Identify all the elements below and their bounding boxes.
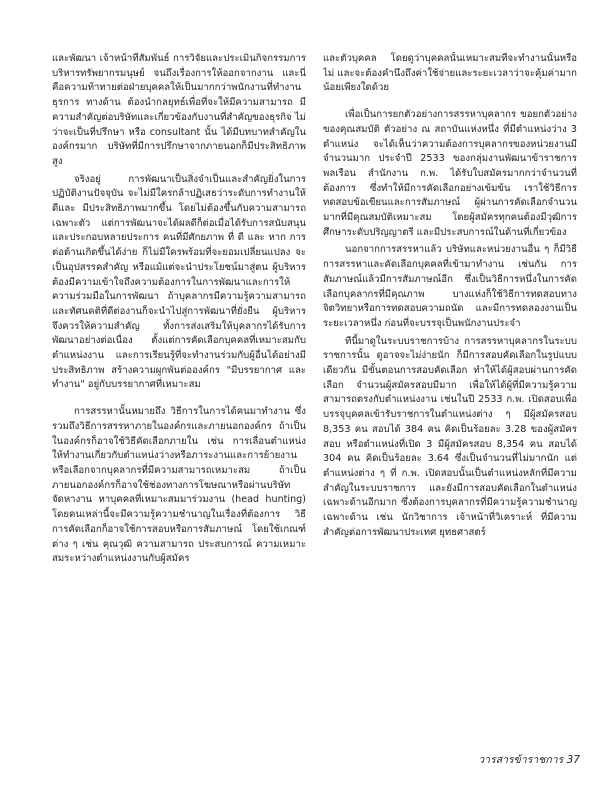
right-paragraph-4: ทีนี้มาดูในระบบราชการบ้าง การสรรหาบุคลากรในระบบราชการนั้น ดูอาจจะไม่ง่ายนัก ก็มีการสอบคัดเลือกในรูปแบบเดียวกัน มีขั้นตอนการสอบคัดเลือก ทำให้ได้ผู้สอบผ่านการคัดเลือก จำนวนผู้สมัครสอบมีมาก เพื่อให้ได้ผู้ที่มีความรู้ความสามารถตรงกับตำแหน่งงาน เช่นในปี 2533 ก.พ. เปิดสอบเพื่อบรรจุบุคคลเข้ารับราชการในตำแหน่งต่าง ๆ มีผู้สมัครสอบ 8,353 คน สอบได้ 384 คน คิดเป็นร้อยละ 3.28 ของผู้สมัครสอบ หรือตำแหน่งที่เปิด 3 มีผู้สมัครสอบ 8,354 คน สอบได้ 304 คน คิดเป็นร้อยละ 3.64 ซึ่งเป็นจำนวนที่ไม่มากนัก แต่ตำแหน่งต่าง ๆ ที่ ก.พ. เปิดสอบนั้นเป็นตำแหน่งหลักที่มีความสำคัญในระบบราชการ และยังมีการสอบคัดเลือกในตำแหน่งเฉพาะด้านอีกมาก ซึ่งต้องการบุคลากรที่มีความรู้ความชำนาญเฉพาะด้าน เช่น นักวิชาการ เจ้าหน้าที่วิเคราะห์ ที่มีความสำคัญต่อการพัฒนาประเทศ ยุทธศาสตร์	[323, 335, 577, 538]
page-footer: วารสารข้าราชการ 37	[478, 754, 580, 766]
left-text-column	[52, 52, 306, 752]
right-text-column	[323, 52, 577, 752]
right-paragraph-3: นอกจากการสรรหาแล้ว บริษัทและหน่วยงานอื่น ๆ ก็มีวิธีการสรรหาและคัดเลือกบุคคลที่เข้ามาทำงาน เช่นกัน การสัมภาษณ์แล้วมีการสัมภาษณ์อีก ซึ่งเป็นวิธีการหนึ่งในการคัดเลือกบุคลากรที่มีคุณภาพ บางแห่งก็ใช้วิธีการทดสอบทางจิตวิทยาหรือการทดสอบความถนัด และมีการทดลองงานเป็นระยะเวลาหนึ่ง ก่อนที่จะบรรจุเป็นพนักงานประจำ	[323, 244, 577, 329]
left-paragraph-3: การสรรหานั้นหมายถึง วิธีการในการได้คนมาทำงาน ซึ่งรวมถึงวิธีการสรรหาภายในองค์กรและภายนอกองค์กร ถ้าเป็นในองค์กรก็อาจใช้วิธีคัดเลือกภายใน เช่น การเลื่อนตำแหน่ง ให้ทำงานเกี่ยวกับตำแหน่งว่างหรือภาระงานและการย้ายงาน หรือเลือกจากบุคลากรที่มีความสามารถเหมาะสม ถ้าเป็นภายนอกองค์กรก็อาจใช้ช่องทางการโฆษณาหรือผ่านบริษัทจัดหางาน หาบุคคลที่เหมาะสมมาร่วมงาน (head hunting) โดยคนเหล่านี้จะมีความรู้ความชำนาญในเรื่องที่ต้องการ วิธีการคัดเลือกก็อาจใช้การสอบหรือการสัมภาษณ์ โดยใช้เกณฑ์ต่าง ๆ เช่น คุณวุฒิ ความสามารถ ประสบการณ์ ความเหมาะสมระหว่างตำแหน่งงานกับผู้สมัคร	[52, 406, 306, 565]
left-paragraph-1: และพัฒนา เจ้าหน้าที่สัมพันธ์ การวิจัยและประเมินกิจกรรมการบริหารทรัพยากรมนุษย์ จนถึงเรื่องการให้ออกจากงาน และนี่คือความท้าทายต่อฝ่ายบุคคลให้เป็นมากกว่าพนักงานที่ทำงานธุรการ ทางด้าน ต้องนำกลยุทธ์เพื่อที่จะให้มีความสามารถ มีความสำคัญต่อบริษัทและเกี่ยวข้องกับงานที่สำคัญของธุรกิจ ไม่ว่าจะเป็นที่ปรึกษา หรือ consultant นั้น ได้มีบทบาทสำคัญในองค์กรมาก บริษัทที่มีการปรึกษาจากภายนอกก็มีประสิทธิภาพสูง	[52, 53, 306, 167]
right-paragraph-1: และตัวบุคคล โดยดูว่าบุคคลนั้นเหมาะสมที่จะทำงานนั้นหรือไม่ และจะต้องคำนึงถึงค่าใช้จ่ายและระยะเวลาว่าจะคุ้มค่ามากน้อยเพียงใดด้วย	[323, 53, 577, 94]
right-paragraph-2: เพื่อเป็นการยกตัวอย่างการสรรหาบุคลากร ขอยกตัวอย่างของคุณสมบัติ ตัวอย่าง ณ สถาบันแห่งหนึ่ง ที่มีตำแหน่งว่าง 3 ตำแหน่ง จะได้เห็นว่าความต้องการบุคลากรของหน่วยงานมีจำนวนมาก ประจำปี 2533 ของกลุ่มงานพัฒนาข้าราชการพลเรือน สำนักงาน ก.พ. ได้รับใบสมัครมากกว่าจำนวนที่ต้องการ ซึ่งทำให้มีการคัดเลือกอย่างเข้มข้น เราใช้วิธีการทดสอบข้อเขียนและการสัมภาษณ์ ผู้ผ่านการคัดเลือกจำนวนมากที่มีคุณสมบัติเหมาะสม โดยผู้สมัครทุกคนต้องมีวุฒิการศึกษาระดับปริญญาตรี และมีประสบการณ์ในด้านที่เกี่ยวข้อง	[323, 109, 577, 238]
left-paragraph-2: จริงอยู่ การพัฒนาเป็นสิ่งจำเป็นและสำคัญยิ่งในการปฏิบัติงานปัจจุบัน จะไม่มีใครกล้าปฏิเสธว่าระดับการทำงานให้ดีและ มีประสิทธิภาพมากขึ้น โดยไม่ต้องขึ้นกับความสามารถเฉพาะตัว แต่การพัฒนาจะได้ผลดีก็ต่อเมื่อได้รับการสนับสนุนและประกอบหลายประการ คนที่มีศักยภาพ ที่ ดี และ หาก การต่อต้านเกิดขึ้นได้ง่าย ก็ไม่มีใครพร้อมที่จะยอมเปลี่ยนแปลง จะเป็นอุปสรรคสำคัญ หรือแม้แต่จะนำประโยชน์มาสู่ตน ผู้บริหารต้องมีความเข้าใจถึงความต้องการในการพัฒนาและการให้ความร่วมมือในการพัฒนา ถ้าบุคลากรมีความรู้ความสามารถและทัศนคติที่ดีต่องานก็จะนำไปสู่การพัฒนาที่ยั่งยืน ผู้บริหารจึงควรให้ความสำคัญ ทั้งการส่งเสริมให้บุคลากรได้รับการพัฒนาอย่างต่อเนื่อง ตั้งแต่การคัดเลือกบุคคลที่เหมาะสมกับตำแหน่งงาน และการเรียนรู้ที่จะทำงานร่วมกับผู้อื่นได้อย่างมีประสิทธิภาพ สร้างความผูกพันต่อองค์กร "มีบรรยากาศ และ ทำงาน" อยู่กับบรรยากาศที่เหมาะสม	[52, 173, 306, 391]
